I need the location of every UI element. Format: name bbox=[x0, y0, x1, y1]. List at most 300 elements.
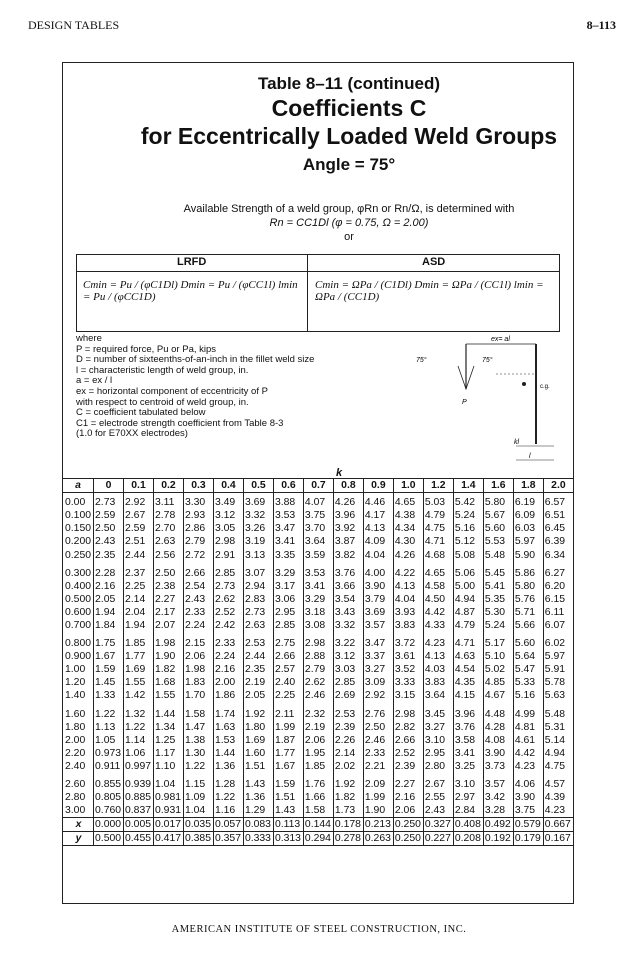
c-value: 3.90 bbox=[513, 791, 543, 804]
c-value: 2.69 bbox=[333, 689, 363, 702]
c-value: 1.87 bbox=[273, 734, 303, 747]
c-value: 2.66 bbox=[393, 734, 423, 747]
c-value: 6.19 bbox=[513, 493, 543, 510]
running-header-left: DESIGN TABLES bbox=[28, 18, 120, 32]
table-row bbox=[63, 791, 574, 804]
x-row-value: 0.083 bbox=[243, 818, 273, 832]
c-value: 3.45 bbox=[423, 703, 453, 721]
p-label: P bbox=[462, 399, 467, 406]
c-value: 1.63 bbox=[213, 721, 243, 734]
c-value: 5.67 bbox=[483, 509, 513, 522]
c-value: 5.14 bbox=[543, 734, 573, 747]
c-value: 2.98 bbox=[303, 632, 333, 650]
c-value: 4.23 bbox=[543, 804, 573, 818]
a-value: 0.250 bbox=[63, 548, 94, 561]
c-value: 2.54 bbox=[183, 580, 213, 593]
x-row-value: 0.213 bbox=[363, 818, 393, 832]
c-value: 5.64 bbox=[513, 650, 543, 663]
c-value: 3.96 bbox=[453, 703, 483, 721]
y-row-value: 0.278 bbox=[333, 832, 363, 846]
c-value: 3.90 bbox=[363, 580, 393, 593]
c-value: 1.82 bbox=[333, 791, 363, 804]
c-value: 3.33 bbox=[393, 676, 423, 689]
c-value: 1.30 bbox=[183, 747, 213, 760]
c-value: 1.66 bbox=[303, 791, 333, 804]
c-value: 1.43 bbox=[243, 773, 273, 791]
y-row-value: 0.357 bbox=[213, 832, 243, 846]
a-value: 0.900 bbox=[63, 650, 94, 663]
c-value: 3.18 bbox=[303, 606, 333, 619]
header-k: 0.4 bbox=[213, 479, 243, 493]
c-value: 3.58 bbox=[453, 734, 483, 747]
c-value: 5.42 bbox=[453, 493, 483, 510]
angle-label: Angle = 75° bbox=[302, 155, 396, 174]
c-value: 1.45 bbox=[94, 676, 124, 689]
c-value: 3.47 bbox=[363, 632, 393, 650]
c-value: 1.98 bbox=[154, 632, 184, 650]
c-value: 1.06 bbox=[124, 747, 154, 760]
c-value: 3.43 bbox=[333, 606, 363, 619]
c-value: 2.63 bbox=[154, 535, 184, 548]
c-value: 1.80 bbox=[243, 721, 273, 734]
c-value: 2.59 bbox=[94, 509, 124, 522]
c-value: 2.28 bbox=[94, 562, 124, 580]
c-value: 3.82 bbox=[333, 548, 363, 561]
c-value: 1.36 bbox=[213, 760, 243, 773]
c-value: 5.02 bbox=[483, 663, 513, 676]
x-row-value: 0.035 bbox=[183, 818, 213, 832]
c-value: 2.95 bbox=[423, 747, 453, 760]
c-value: 1.94 bbox=[94, 606, 124, 619]
c-value: 5.48 bbox=[483, 548, 513, 561]
table-row bbox=[63, 663, 574, 676]
c-value: 3.35 bbox=[273, 548, 303, 561]
c-value: 4.71 bbox=[423, 535, 453, 548]
header-k: 0.3 bbox=[183, 479, 213, 493]
c-value: 1.76 bbox=[303, 773, 333, 791]
c-value: 4.54 bbox=[453, 663, 483, 676]
c-value: 4.13 bbox=[363, 522, 393, 535]
c-value: 2.35 bbox=[94, 548, 124, 561]
x-row-value: 0.492 bbox=[483, 818, 513, 832]
a-value: 2.00 bbox=[63, 734, 94, 747]
c-value: 4.08 bbox=[483, 734, 513, 747]
c-value: 4.94 bbox=[453, 593, 483, 606]
c-value: 1.77 bbox=[273, 747, 303, 760]
c-value: 2.44 bbox=[243, 650, 273, 663]
a-value: 0.500 bbox=[63, 593, 94, 606]
c-value: 5.60 bbox=[513, 632, 543, 650]
x-row-value: 0.000 bbox=[94, 818, 124, 832]
y-row-value: 0.294 bbox=[303, 832, 333, 846]
c-value: 3.83 bbox=[393, 619, 423, 632]
c-value: 1.60 bbox=[243, 747, 273, 760]
c-value: 2.51 bbox=[124, 535, 154, 548]
c-value: 1.43 bbox=[273, 804, 303, 818]
c-value: 4.13 bbox=[423, 650, 453, 663]
c-value: 2.44 bbox=[124, 548, 154, 561]
c-value: 5.30 bbox=[483, 606, 513, 619]
variable-definitions bbox=[76, 334, 314, 440]
c-value: 4.75 bbox=[423, 522, 453, 535]
c-value: 1.42 bbox=[124, 689, 154, 702]
c-value: 0.855 bbox=[94, 773, 124, 791]
c-value: 5.80 bbox=[483, 493, 513, 510]
c-value: 6.39 bbox=[543, 535, 573, 548]
x-row-value: 0.017 bbox=[154, 818, 184, 832]
c-value: 2.40 bbox=[273, 676, 303, 689]
table-row bbox=[63, 703, 574, 721]
c-value: 3.12 bbox=[213, 509, 243, 522]
x-row-value: 0.408 bbox=[453, 818, 483, 832]
c-value: 2.63 bbox=[243, 619, 273, 632]
c-value: 6.11 bbox=[543, 606, 573, 619]
c-value: 1.34 bbox=[154, 721, 184, 734]
header-k: 1.0 bbox=[393, 479, 423, 493]
c-value: 1.14 bbox=[124, 734, 154, 747]
table-row bbox=[63, 606, 574, 619]
definition-line: l = characteristic length of weld group, in. bbox=[76, 364, 249, 376]
a-value: 1.20 bbox=[63, 676, 94, 689]
c-value: 2.27 bbox=[154, 593, 184, 606]
a-value: 1.40 bbox=[63, 689, 94, 702]
k-axis-label: k bbox=[336, 467, 343, 479]
c-value: 2.82 bbox=[393, 721, 423, 734]
y-row-value: 0.179 bbox=[513, 832, 543, 846]
c-value: 2.80 bbox=[423, 760, 453, 773]
c-value: 1.33 bbox=[94, 689, 124, 702]
table-subtitle: for Eccentrically Loaded Weld Groups bbox=[140, 123, 558, 149]
c-value: 2.27 bbox=[393, 773, 423, 791]
c-value: 5.16 bbox=[513, 689, 543, 702]
c-value: 1.85 bbox=[303, 760, 333, 773]
c-value: 2.78 bbox=[154, 509, 184, 522]
table-row bbox=[63, 689, 574, 702]
c-value: 3.09 bbox=[363, 676, 393, 689]
c-value: 5.03 bbox=[423, 493, 453, 510]
c-value: 3.28 bbox=[483, 804, 513, 818]
table-row bbox=[63, 650, 574, 663]
c-value: 0.997 bbox=[124, 760, 154, 773]
c-value: 2.95 bbox=[273, 606, 303, 619]
c-value: 3.88 bbox=[273, 493, 303, 510]
c-value: 1.22 bbox=[183, 760, 213, 773]
table-row bbox=[63, 804, 574, 818]
c-value: 6.51 bbox=[543, 509, 573, 522]
c-value: 0.805 bbox=[94, 791, 124, 804]
c-value: 4.04 bbox=[393, 593, 423, 606]
c-value: 3.42 bbox=[483, 791, 513, 804]
x-row-value: 0.178 bbox=[333, 818, 363, 832]
c-value: 3.29 bbox=[303, 593, 333, 606]
c-value: 4.58 bbox=[423, 580, 453, 593]
definition-line: D = number of sixteenths-of-an-inch in the fillet weld size bbox=[76, 354, 315, 366]
c-value: 0.760 bbox=[94, 804, 124, 818]
c-value: 3.93 bbox=[393, 606, 423, 619]
c-value: 4.28 bbox=[483, 721, 513, 734]
c-value: 4.42 bbox=[423, 606, 453, 619]
angle1-label: 75° bbox=[416, 357, 427, 364]
c-value: 3.96 bbox=[333, 509, 363, 522]
c-value: 1.92 bbox=[243, 703, 273, 721]
c-value: 4.04 bbox=[363, 548, 393, 561]
c-value: 2.91 bbox=[213, 548, 243, 561]
definition-line: P = required force, Pu or Pa, kips bbox=[76, 343, 217, 355]
c-value: 0.885 bbox=[124, 791, 154, 804]
table-row bbox=[63, 676, 574, 689]
c-value: 3.22 bbox=[333, 632, 363, 650]
c-value: 4.79 bbox=[423, 509, 453, 522]
table-number: Table 8–11 (continued) bbox=[257, 74, 440, 93]
definition-line: a = ex / l bbox=[76, 375, 113, 387]
kl-label: kl bbox=[514, 439, 520, 446]
angle2-label: 75° bbox=[482, 357, 493, 364]
x-row-value: 0.144 bbox=[303, 818, 333, 832]
table-title: Coefficients C bbox=[271, 95, 427, 121]
c-value: 1.38 bbox=[183, 734, 213, 747]
c-value: 4.26 bbox=[393, 548, 423, 561]
c-value: 1.69 bbox=[124, 663, 154, 676]
c-value: 1.32 bbox=[124, 703, 154, 721]
c-value: 1.04 bbox=[154, 773, 184, 791]
exal-label: ex= al bbox=[491, 336, 510, 343]
c-value: 2.19 bbox=[243, 676, 273, 689]
c-value: 5.66 bbox=[513, 619, 543, 632]
a-value: 0.00 bbox=[63, 493, 94, 510]
c-value: 2.62 bbox=[303, 676, 333, 689]
footer-publisher: AMERICAN INSTITUTE OF STEEL CONSTRUCTION, INC. bbox=[171, 924, 467, 935]
c-value: 3.64 bbox=[423, 689, 453, 702]
c-value: 2.14 bbox=[333, 747, 363, 760]
c-value: 3.53 bbox=[273, 509, 303, 522]
c-value: 1.55 bbox=[124, 676, 154, 689]
y-row-value: 0.385 bbox=[183, 832, 213, 846]
a-value: 1.80 bbox=[63, 721, 94, 734]
c-value: 0.973 bbox=[94, 747, 124, 760]
c-value: 2.67 bbox=[124, 509, 154, 522]
page-number: 8–113 bbox=[586, 18, 616, 32]
c-value: 3.07 bbox=[243, 562, 273, 580]
c-value: 1.58 bbox=[183, 703, 213, 721]
c-value: 2.35 bbox=[243, 663, 273, 676]
a-value: 2.80 bbox=[63, 791, 94, 804]
c-value: 4.35 bbox=[453, 676, 483, 689]
table-row bbox=[63, 493, 574, 510]
y-row-value: 0.313 bbox=[273, 832, 303, 846]
c-value: 2.43 bbox=[183, 593, 213, 606]
a-value: 0.300 bbox=[63, 562, 94, 580]
c-value: 3.57 bbox=[483, 773, 513, 791]
c-value: 2.39 bbox=[393, 760, 423, 773]
c-value: 0.939 bbox=[124, 773, 154, 791]
c-value: 3.29 bbox=[273, 562, 303, 580]
c-value: 2.16 bbox=[213, 663, 243, 676]
c-value: 2.88 bbox=[303, 650, 333, 663]
c-value: 4.22 bbox=[393, 562, 423, 580]
c-value: 4.34 bbox=[393, 522, 423, 535]
c-value: 3.06 bbox=[273, 593, 303, 606]
header-k: 0.8 bbox=[333, 479, 363, 493]
c-value: 2.07 bbox=[154, 619, 184, 632]
c-value: 3.87 bbox=[333, 535, 363, 548]
c-value: 1.59 bbox=[94, 663, 124, 676]
c-value: 3.49 bbox=[213, 493, 243, 510]
c-value: 1.22 bbox=[94, 703, 124, 721]
a-value: 2.60 bbox=[63, 773, 94, 791]
c-value: 5.48 bbox=[543, 703, 573, 721]
c-value: 1.83 bbox=[183, 676, 213, 689]
table-row bbox=[63, 548, 574, 561]
c-value: 2.24 bbox=[213, 650, 243, 663]
c-value: 2.33 bbox=[183, 606, 213, 619]
c-value: 2.67 bbox=[423, 773, 453, 791]
c-value: 2.83 bbox=[243, 593, 273, 606]
c-value: 5.06 bbox=[453, 562, 483, 580]
c-value: 3.75 bbox=[303, 509, 333, 522]
c-value: 4.17 bbox=[363, 509, 393, 522]
c-value: 1.86 bbox=[213, 689, 243, 702]
lrfd-label: LRFD bbox=[177, 256, 207, 268]
y-row-value: 0.455 bbox=[124, 832, 154, 846]
c-value: 3.30 bbox=[183, 493, 213, 510]
c-value: 1.58 bbox=[303, 804, 333, 818]
c-value: 4.65 bbox=[393, 493, 423, 510]
c-value: 4.68 bbox=[423, 548, 453, 561]
asd-formulas: Cmin = ΩPa / (C1Dl) Dmin = ΩPa / (CC1l) lmin = ΩPa / (CC1D) bbox=[315, 279, 544, 303]
c-value: 3.70 bbox=[303, 522, 333, 535]
c-value: 1.82 bbox=[154, 663, 184, 676]
c-value: 3.19 bbox=[243, 535, 273, 548]
c-value: 2.86 bbox=[183, 522, 213, 535]
c-value: 1.90 bbox=[363, 804, 393, 818]
c-value: 5.16 bbox=[453, 522, 483, 535]
c-value: 3.83 bbox=[423, 676, 453, 689]
c-value: 1.84 bbox=[94, 619, 124, 632]
a-value: 2.20 bbox=[63, 747, 94, 760]
a-value: 0.400 bbox=[63, 580, 94, 593]
c-value: 2.09 bbox=[363, 773, 393, 791]
asd-label: ASD bbox=[422, 256, 446, 268]
lrfd-formulas: Cmin = Pu / (φC1Dl) Dmin = Pu / (φCC1l) lmin = Pu / (φCC1D) bbox=[83, 279, 298, 303]
c-value: 2.92 bbox=[124, 493, 154, 510]
c-value: 2.62 bbox=[213, 593, 243, 606]
c-value: 4.75 bbox=[543, 760, 573, 773]
c-value: 2.04 bbox=[124, 606, 154, 619]
table-row bbox=[63, 593, 574, 606]
c-value: 4.23 bbox=[513, 760, 543, 773]
c-value: 0.931 bbox=[154, 804, 184, 818]
c-value: 3.27 bbox=[423, 721, 453, 734]
c-value: 2.85 bbox=[273, 619, 303, 632]
c-value: 2.25 bbox=[273, 689, 303, 702]
c-value: 2.56 bbox=[154, 548, 184, 561]
c-value: 4.63 bbox=[453, 650, 483, 663]
c-value: 2.79 bbox=[303, 663, 333, 676]
c-value: 3.72 bbox=[393, 632, 423, 650]
c-value: 5.45 bbox=[483, 562, 513, 580]
c-value: 1.55 bbox=[154, 689, 184, 702]
c-value: 2.26 bbox=[333, 734, 363, 747]
c-value: 6.20 bbox=[543, 580, 573, 593]
c-value: 5.71 bbox=[513, 606, 543, 619]
c-value: 2.98 bbox=[213, 535, 243, 548]
c-value: 3.41 bbox=[303, 580, 333, 593]
c-value: 5.90 bbox=[513, 548, 543, 561]
c-value: 1.44 bbox=[154, 703, 184, 721]
c-value: 2.50 bbox=[94, 522, 124, 535]
c-value: 5.35 bbox=[483, 593, 513, 606]
coefficients-table bbox=[62, 478, 574, 846]
c-value: 1.85 bbox=[124, 632, 154, 650]
c-value: 2.59 bbox=[124, 522, 154, 535]
c-value: 3.69 bbox=[363, 606, 393, 619]
a-value: 0.600 bbox=[63, 606, 94, 619]
header-a: a bbox=[63, 479, 94, 493]
c-value: 2.06 bbox=[303, 734, 333, 747]
a-value: 0.100 bbox=[63, 509, 94, 522]
c-value: 3.12 bbox=[333, 650, 363, 663]
c-value: 4.38 bbox=[393, 509, 423, 522]
c-value: 4.42 bbox=[513, 747, 543, 760]
definition-line: where bbox=[76, 333, 102, 344]
c-value: 2.00 bbox=[213, 676, 243, 689]
c-value: 2.06 bbox=[183, 650, 213, 663]
c-value: 2.52 bbox=[213, 606, 243, 619]
c-value: 4.33 bbox=[423, 619, 453, 632]
c-value: 4.23 bbox=[423, 632, 453, 650]
c-value: 2.97 bbox=[453, 791, 483, 804]
x-row-value: 0.057 bbox=[213, 818, 243, 832]
c-value: 2.24 bbox=[183, 619, 213, 632]
c-value: 2.55 bbox=[423, 791, 453, 804]
c-value: 5.60 bbox=[483, 522, 513, 535]
header-k: 0.6 bbox=[273, 479, 303, 493]
table-row bbox=[63, 760, 574, 773]
c-value: 4.79 bbox=[453, 619, 483, 632]
c-value: 2.42 bbox=[213, 619, 243, 632]
c-value: 2.79 bbox=[183, 535, 213, 548]
definition-line: (1.0 for E70XX electrodes) bbox=[76, 428, 188, 440]
c-value: 3.53 bbox=[303, 562, 333, 580]
c-value: 3.25 bbox=[453, 760, 483, 773]
definition-line: with respect to centroid of weld group, in. bbox=[76, 396, 249, 408]
c-value: 1.67 bbox=[94, 650, 124, 663]
l-label: l bbox=[529, 453, 531, 460]
c-value: 1.94 bbox=[124, 619, 154, 632]
c-value: 3.11 bbox=[154, 493, 184, 510]
c-value: 3.59 bbox=[303, 548, 333, 561]
x-row-value: 0.327 bbox=[423, 818, 453, 832]
c-value: 1.90 bbox=[154, 650, 184, 663]
c-value: 4.09 bbox=[363, 535, 393, 548]
header-k: 1.2 bbox=[423, 479, 453, 493]
definition-line: C = coefficient tabulated below bbox=[76, 407, 206, 419]
c-value: 1.22 bbox=[124, 721, 154, 734]
c-value: 3.41 bbox=[453, 747, 483, 760]
a-value: 1.60 bbox=[63, 703, 94, 721]
c-value: 6.34 bbox=[543, 548, 573, 561]
c-value: 1.59 bbox=[273, 773, 303, 791]
c-value: 5.41 bbox=[483, 580, 513, 593]
y-row-value: 0.227 bbox=[423, 832, 453, 846]
header-k: 0.5 bbox=[243, 479, 273, 493]
x-row-label: x bbox=[63, 818, 94, 832]
c-value: 2.46 bbox=[303, 689, 333, 702]
c-value: 3.13 bbox=[243, 548, 273, 561]
c-value: 2.93 bbox=[183, 509, 213, 522]
y-row-value: 0.250 bbox=[393, 832, 423, 846]
c-value: 5.12 bbox=[453, 535, 483, 548]
